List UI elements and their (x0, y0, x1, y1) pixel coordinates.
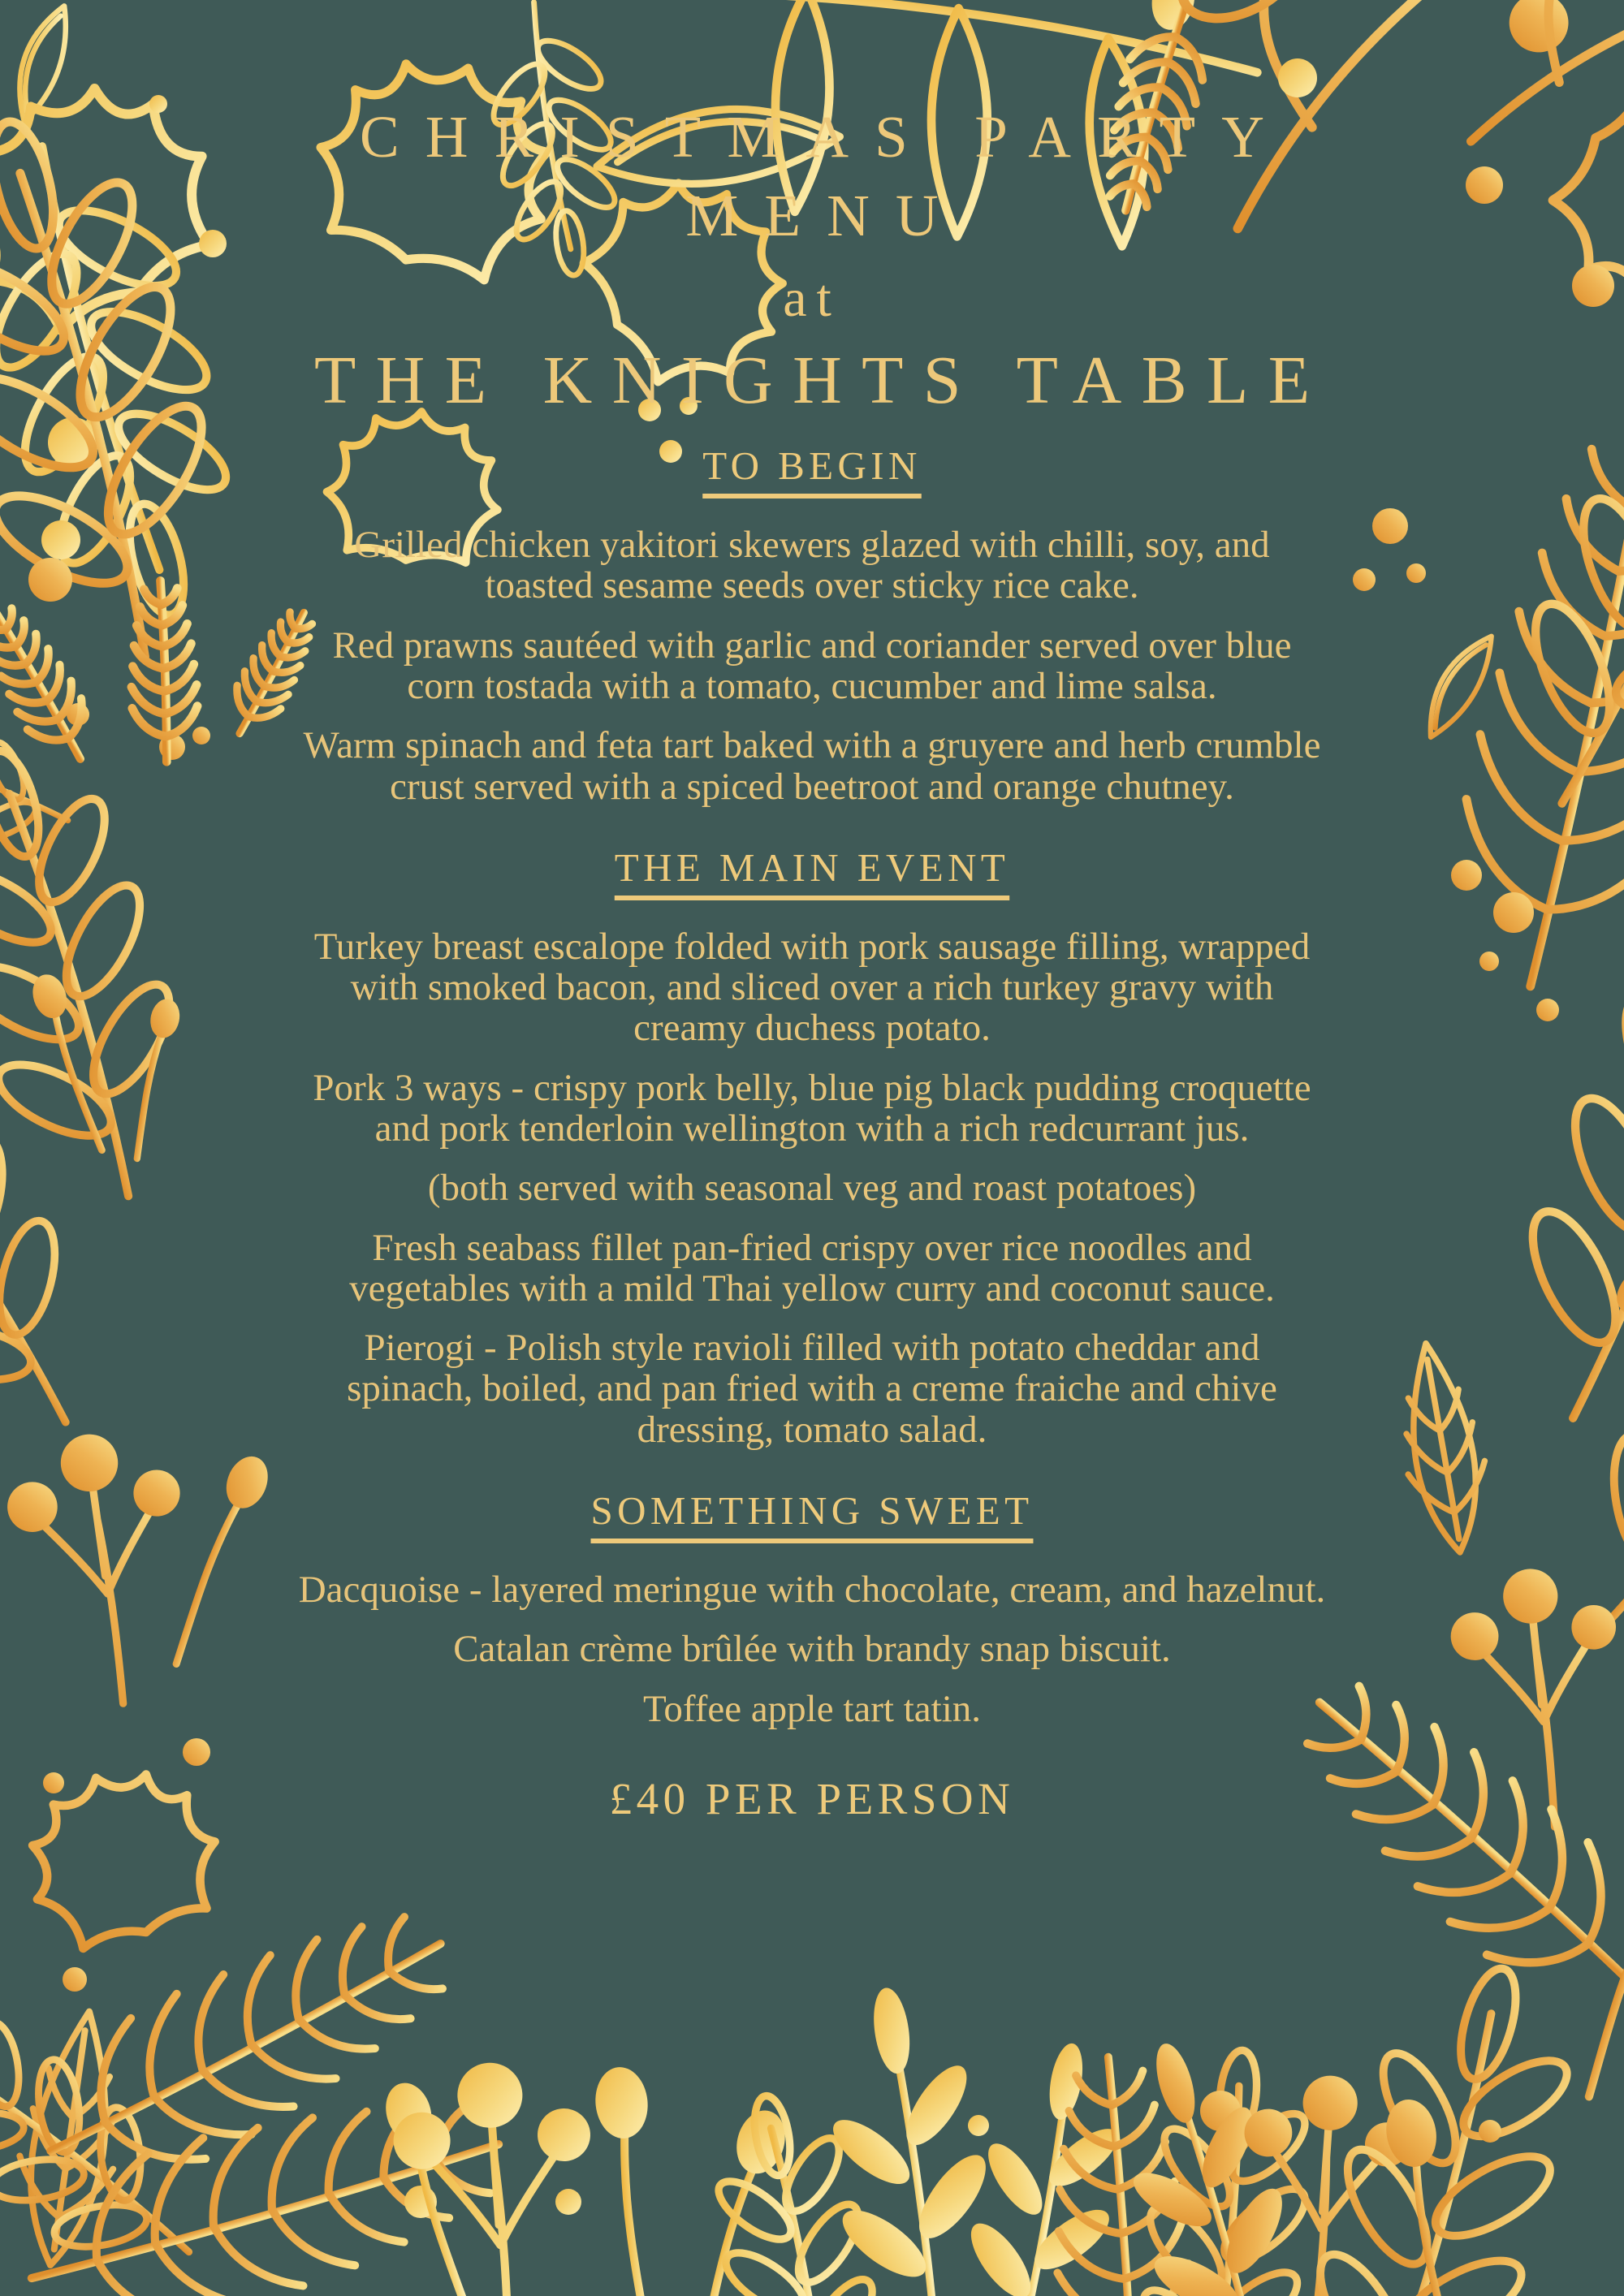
page-title (0, 97, 1624, 255)
menu-note-sides: (both served with seasonal veg and roast potatoes) (427, 1167, 1197, 1210)
section-heading-something-sweet: SOMETHING SWEET (590, 1487, 1034, 1533)
title-connector: at (783, 269, 841, 329)
section-heading-main-event: THE MAIN EVENT (614, 844, 1010, 890)
title-line-2: MENU (685, 183, 965, 249)
menu-item-dessert-2: Catalan crème brûlée with brandy snap biscuit. (453, 1628, 1171, 1671)
menu-item-dessert-3: Toffee apple tart tatin. (642, 1687, 982, 1730)
section-heading-to-begin: TO BEGIN (702, 443, 922, 489)
title-line-1: CHRISTMAS PARTY (360, 104, 1291, 170)
menu-item-main-2: Pork 3 ways - crispy pork belly, blue pig black pudding croquette and pork tenderloin wellington with a rich redcurrant jus. (313, 1066, 1311, 1150)
menu-item-main-3: Fresh seabass fillet pan-fried crispy over rice noodles and vegetables with a mild Thai yellow curry and coconut sauce. (349, 1226, 1275, 1310)
menu-item-starter-2: Red prawns sautéed with garlic and coriander served over blue corn tostada with a tomato, cucumber and lime salsa. (332, 624, 1292, 707)
menu-item-main-1: Turkey breast escalope folded with pork sausage filling, wrapped with smoked bacon, and sliced over a rich turkey gravy with creamy duchess potato. (313, 925, 1311, 1050)
venue-name: THE KNIGHTS TABLE (313, 343, 1330, 419)
menu-item-starter-3: Warm spinach and feta tart baked with a gruyere and herb crumble crust served with a spiced beetroot and orange chutney. (303, 724, 1321, 808)
menu-item-main-4: Pierogi - Polish style ravioli filled with potato cheddar and spinach, boiled, and pan fried with a creme fraiche and chive dressing, tomato salad. (347, 1327, 1277, 1451)
price-per-person: £40 PER PERSON (609, 1773, 1015, 1823)
menu-item-starter-1: Grilled chicken yakitori skewers glazed with chilli, soy, and toasted sesame seeds over sticky rice cake. (354, 524, 1270, 607)
menu-item-dessert-1: Dacquoise - layered meringue with chocolate, cream, and hazelnut. (298, 1568, 1326, 1611)
